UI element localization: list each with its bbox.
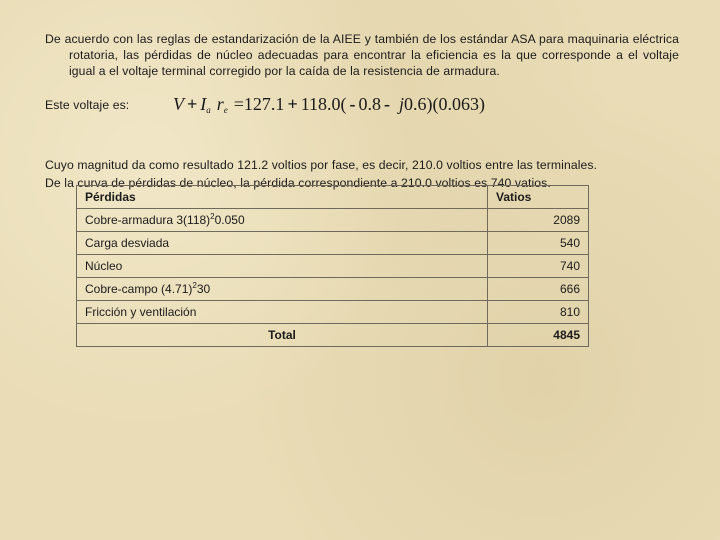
losses-table [76,185,589,347]
formula-sub-a: a [206,105,211,115]
formula-j: j [399,94,405,114]
row-label: Cobre-armadura $3(118)^20.050$ [77,209,488,232]
voltage-label: Este voltaje es: [45,98,130,112]
table-row [77,301,589,324]
row-value: 740 [488,255,589,278]
row-label: Cobre-campo $(4.71)^230$ [77,278,488,301]
row-value: 810 [488,301,589,324]
formula-minus-2: - [384,94,391,114]
total-label: Total [77,324,488,347]
row-label: Carga desviada [77,232,488,255]
header-watts: Vatios [488,186,589,209]
voltage-formula [173,94,533,118]
formula-r: r [216,94,224,114]
formula-term1: =127.1 [233,94,285,114]
magnitude-paragraph: Cuyo magnitud da como resultado 121.2 voltios por fase, es decir, 210.0 voltios entre las terminales. [45,158,598,172]
row-label: Núcleo [77,255,488,278]
formula-plus: + [187,94,198,114]
row-value: 540 [488,232,589,255]
formula-minus-1: - [349,94,356,114]
table-row [77,278,589,301]
row-value: 666 [488,278,589,301]
table-row [77,209,589,232]
formula-plus-2: + [287,94,298,114]
row-label: Fricción y ventilación [77,301,488,324]
core-loss-paragraph: De la curva de pérdidas de núcleo, la pérdida correspondiente a 210.0 voltios es 740 vatios. [45,176,551,190]
total-value: 4845 [488,324,589,347]
formula-term4: 0.6)(0.063) [404,94,486,114]
formula-term2: 118.0( [300,94,347,114]
table-header-row [77,186,589,209]
formula-sub-e: e [223,105,228,115]
formula-term3: 0.8 [358,94,382,114]
table-row [77,232,589,255]
intro-paragraph: De acuerdo con las reglas de estandarización de la AIEE y también de los estándar ASA para maquinaria eléctrica rotatoria, las pérdidas de núcleo adecuadas para encontrar la eficiencia es la que corresponde a el voltaje igual a el voltaje terminal corregido por la caída de la resistencia de armadura. [45,32,679,78]
formula-v: V [173,94,184,114]
formula-i: I [200,94,207,114]
row-value: 2089 [488,209,589,232]
table-row [77,255,589,278]
header-losses: Pérdidas [77,186,488,209]
table-total-row [77,324,589,347]
